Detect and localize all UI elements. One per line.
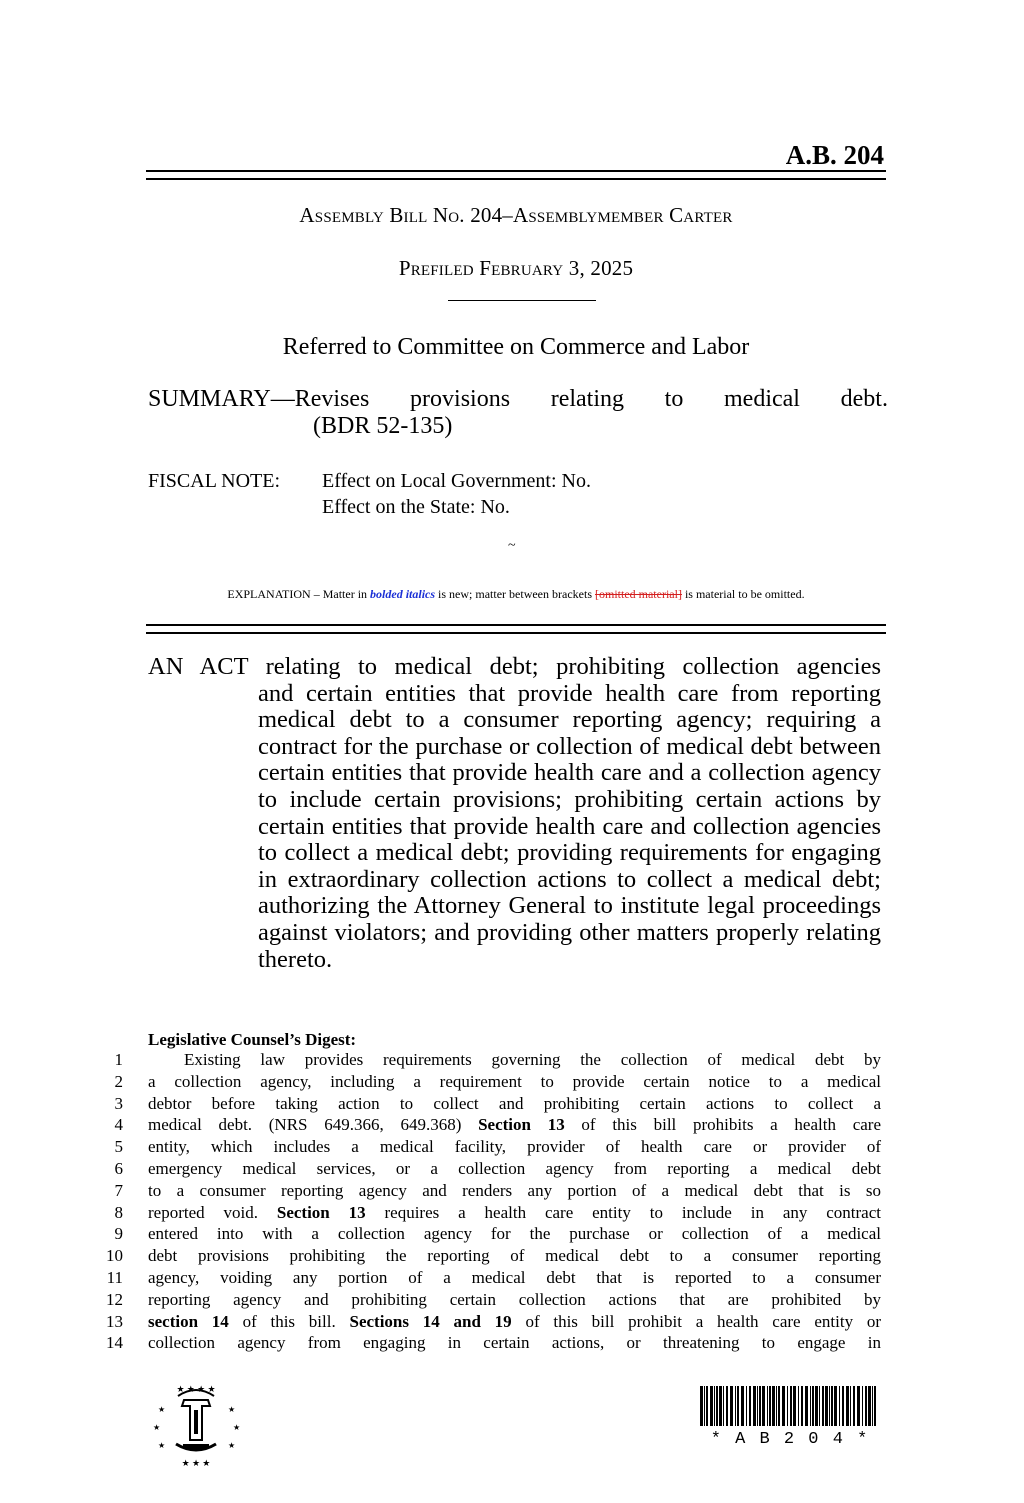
nevada-seal-icon [150, 1382, 242, 1468]
line-number: 12 [106, 1289, 123, 1309]
digest-line-text: entity, which includes a medical facility, provider of health care or provider of [148, 1137, 881, 1157]
summary [148, 386, 888, 440]
digest-line-text: a collection agency, including a requirement to provide certain notice to a medical [148, 1071, 881, 1091]
digest-line [100, 1180, 881, 1202]
summary-word: provisions [410, 386, 511, 412]
digest-line [100, 1223, 881, 1245]
act-title [148, 654, 881, 973]
svg-text:★ ★ ★: ★ ★ ★ [181, 1458, 211, 1468]
explanation-double-rule [146, 624, 886, 634]
digest-line-text: Existing law provides requirements governing the collection of medical debt by [184, 1050, 881, 1069]
digest-line [100, 1071, 881, 1093]
svg-text:★: ★ [158, 1441, 166, 1450]
barcode-icon [700, 1386, 878, 1426]
digest-line-text: reporting agency and prohibiting certain collection actions that are prohibited by [148, 1289, 881, 1309]
digest-line-text: emergency medical services, or a collection agency from reporting a medical debt [148, 1158, 881, 1178]
fiscal-state: Effect on the State: No. [322, 496, 510, 518]
svg-text:★: ★ [228, 1441, 236, 1450]
digest-line [100, 1114, 881, 1136]
summary-word: medical [724, 386, 800, 412]
bill-number: A.B. 204 [785, 140, 884, 170]
bdr-number: (BDR 52-135) [313, 413, 453, 439]
line-number: 3 [114, 1093, 123, 1113]
digest-line [100, 1136, 881, 1158]
referred-committee: Referred to Committee on Commerce and Labor [282, 334, 750, 360]
svg-text:★: ★ [153, 1423, 161, 1432]
digest-line [100, 1093, 881, 1115]
line-number: 2 [114, 1071, 123, 1091]
svg-text:★: ★ [158, 1405, 166, 1414]
digest-line [100, 1267, 881, 1289]
summary-word: debt. [840, 386, 888, 412]
line-number: 9 [114, 1224, 123, 1244]
act-body: and certain entities that provide health care from reporting medical debt to a consumer reporting agency; requiring a contract for the purchase or collection of medical debt between certain entities that provide health care and a collection agency to include certain provisions; prohibiting certain actions by certain entities that provide health care and collection agencies to collect a medical debt; providing requirements for engaging in extraordinary collection actions to collect a medical debt; authorizing the Attorney General to institute legal proceedings against violators; and providing other matters properly relating thereto. [258, 679, 881, 973]
digest-line [100, 1245, 881, 1267]
explanation-omitted-sample: [omitted material] [594, 587, 682, 601]
digest-line-text: debt provisions prohibiting the reporting of medical debt to a consumer reporting [148, 1246, 881, 1266]
digest-line [100, 1202, 881, 1224]
line-number: 1 [114, 1050, 123, 1069]
line-number: 8 [114, 1202, 123, 1222]
svg-text:★: ★ [233, 1423, 241, 1432]
explanation-suffix: is material to be omitted. [684, 587, 805, 601]
svg-text:★ ★ ★ ★: ★ ★ ★ ★ [176, 1384, 216, 1394]
summary-line [148, 386, 888, 413]
line-number: 7 [114, 1180, 123, 1200]
header-double-rule [146, 170, 886, 180]
digest-line [100, 1158, 881, 1180]
bill-title: Assembly Bill No. 204–Assemblymember Carter [299, 203, 733, 227]
barcode-label: * A B 2 0 4 * [710, 1430, 870, 1449]
digest-body [100, 1049, 881, 1354]
digest-heading: Legislative Counsel’s Digest: [148, 1030, 357, 1049]
tilde-mark: ~ [508, 538, 516, 553]
fiscal-note-label: FISCAL NOTE: [148, 470, 281, 492]
title-divider [448, 300, 596, 301]
line-number: 6 [114, 1158, 123, 1178]
line-number: 11 [106, 1267, 123, 1287]
digest-line [100, 1289, 881, 1311]
digest-line [100, 1311, 881, 1333]
digest-line [100, 1332, 881, 1354]
digest-line-text: entered into with a collection agency for the purchase or collection of a medical [148, 1224, 881, 1244]
digest-line-text: collection agency from engaging in certain actions, or threatening to engage in [148, 1333, 881, 1353]
line-number: 10 [106, 1246, 123, 1266]
line-number: 14 [106, 1333, 123, 1353]
fiscal-local: Effect on Local Government: No. [322, 470, 591, 492]
line-number: 4 [114, 1115, 123, 1135]
explanation [146, 587, 886, 602]
digest-line-text: reported void. Section 13 requires a health care entity to include in any contract [148, 1202, 881, 1222]
digest-line-text: agency, voiding any portion of a medical debt that is reported to a consumer [148, 1267, 881, 1287]
fiscal-note [148, 468, 591, 520]
line-number: 5 [114, 1137, 123, 1157]
digest-line-text: debtor before taking action to collect and prohibiting certain actions to collect a [148, 1093, 881, 1113]
summary-word: relating [550, 386, 625, 412]
digest-line-text: to a consumer reporting agency and renders any portion of a medical debt that is so [148, 1180, 881, 1200]
summary-label: SUMMARY—Revises [148, 386, 370, 412]
digest-line-text: medical debt. (NRS 649.366, 649.368) Section 13 of this bill prohibits a health care [148, 1115, 881, 1135]
digest-line-text: section 14 of this bill. Sections 14 and 19 of this bill prohibit a health care entity or [148, 1311, 881, 1331]
digest-line [100, 1049, 881, 1071]
prefiled-date: Prefiled February 3, 2025 [398, 256, 634, 280]
explanation-new-sample: bolded italics [370, 587, 436, 601]
explanation-middle: is new; matter between brackets [438, 587, 592, 601]
explanation-prefix: EXPLANATION – Matter in [227, 587, 368, 601]
act-first-line: AN ACT relating to medical debt; prohibiting collection agencies [148, 653, 881, 680]
line-number: 13 [106, 1311, 123, 1331]
svg-text:★: ★ [228, 1405, 236, 1414]
summary-word: to [664, 386, 684, 412]
